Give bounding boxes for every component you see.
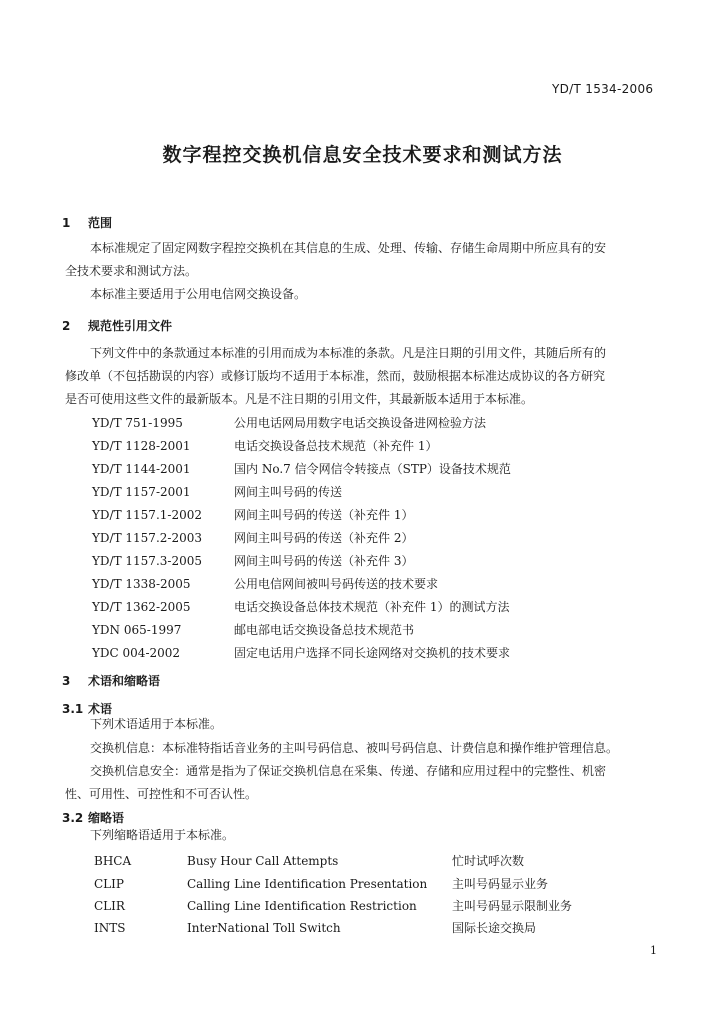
reference-title: 国内 No.7 信令网信令转接点（STP）设备技术规范 [234, 462, 511, 476]
reference-title: 邮电部电话交换设备总技术规范书 [234, 623, 415, 637]
abbreviation-chinese: 主叫号码显示业务 [452, 877, 549, 891]
paragraph-line: 本标准规定了固定网数字程控交换机在其信息的生成、处理、传输、存储生命周期中所应具有的安 [90, 241, 607, 255]
paragraph: 下列缩略语适用于本标准。 [90, 828, 235, 842]
reference-code: YDC 004-2002 [92, 646, 181, 660]
reference-title: 固定电话用户选择不同长途网络对交换机的技术要求 [234, 646, 511, 660]
reference-code: YD/T 1157.2-2003 [92, 531, 202, 545]
paragraph-line: 是否可使用这些文件的最新版本。凡是不注日期的引用文件，其最新版本适用于本标准。 [65, 392, 534, 406]
paragraph-line: 下列文件中的条款通过本标准的引用而成为本标准的条款。凡是注日期的引用文件，其随后所有的 [90, 346, 607, 360]
reference-code: YD/T 1157-2001 [92, 485, 191, 499]
reference-code: YD/T 1128-2001 [92, 439, 191, 453]
section-title: 范围 [88, 216, 113, 230]
abbreviation-row [94, 897, 572, 914]
abbreviation-full: Busy Hour Call Attempts [187, 854, 339, 868]
reference-item [92, 644, 510, 661]
reference-code: YD/T 1144-2001 [92, 462, 191, 476]
subsection-number: 3.2 [62, 811, 84, 825]
reference-item [92, 414, 486, 431]
definition: 交换机信息：本标准特指话音业务的主叫号码信息、被叫号码信息、计费信息和操作维护管理信息。 [90, 741, 619, 755]
reference-code: YDN 065-1997 [92, 623, 182, 637]
paragraph-line: 全技术要求和测试方法。 [65, 264, 198, 278]
reference-item [92, 575, 438, 592]
reference-title: 公用电信网间被叫号码传送的技术要求 [234, 577, 439, 591]
abbreviation-full: Calling Line Identification Presentation [187, 877, 428, 891]
section-title: 术语和缩略语 [88, 674, 161, 688]
abbreviation-full: Calling Line Identification Restriction [187, 899, 417, 913]
section-3-heading [62, 672, 160, 689]
reference-item [92, 621, 414, 638]
definition-line: 交换机信息安全：通常是指为了保证交换机信息在采集、传递、存储和应用过程中的完整性、机密 [90, 764, 607, 778]
abbreviation: INTS [94, 921, 126, 935]
abbreviation-row [94, 919, 536, 936]
abbreviation-full: InterNational Toll Switch [187, 921, 341, 935]
abbreviation: CLIR [94, 899, 125, 913]
reference-title: 电话交换设备总技术规范（补充件 1） [234, 439, 438, 453]
section-title: 规范性引用文件 [88, 319, 173, 333]
reference-code: YD/T 1157.1-2002 [92, 508, 202, 522]
reference-item [92, 598, 509, 615]
subsection-3-2-heading [62, 809, 124, 826]
reference-title: 网间主叫号码的传送（补充件 2） [234, 531, 414, 545]
abbreviation-chinese: 忙时试呼次数 [452, 854, 525, 868]
section-number: 3 [62, 674, 71, 688]
reference-title: 网间主叫号码的传送（补充件 3） [234, 554, 414, 568]
reference-item [92, 483, 342, 500]
reference-item [92, 506, 413, 523]
paragraph-line: 修改单（不包括勘误的内容）或修订版均不适用于本标准，然而，鼓励根据本标准达成协议的各方研究 [65, 369, 606, 383]
page-number: 1 [650, 944, 657, 957]
reference-title: 网间主叫号码的传送（补充件 1） [234, 508, 414, 522]
subsection-number: 3.1 [62, 702, 84, 716]
reference-item [92, 460, 511, 477]
paragraph: 下列术语适用于本标准。 [90, 717, 223, 731]
subsection-title: 术语 [88, 702, 113, 716]
reference-code: YD/T 1362-2005 [92, 600, 191, 614]
reference-title: 电话交换设备总体技术规范（补充件 1）的测试方法 [234, 600, 510, 614]
reference-title: 公用电话网局用数字电话交换设备进网检验方法 [234, 416, 487, 430]
reference-code: YD/T 1338-2005 [92, 577, 191, 591]
section-number: 1 [62, 216, 71, 230]
abbreviation-chinese: 主叫号码显示限制业务 [452, 899, 573, 913]
abbreviation-chinese: 国际长途交换局 [452, 921, 537, 935]
paragraph: 本标准主要适用于公用电信网交换设备。 [90, 287, 307, 301]
abbreviation-row [94, 875, 548, 892]
definition-line: 性、可用性、可控性和不可否认性。 [65, 787, 258, 801]
document-title: 数字程控交换机信息安全技术要求和测试方法 [162, 144, 563, 166]
document-code: YD/T 1534-2006 [552, 82, 654, 96]
reference-item [92, 437, 437, 454]
reference-item [92, 529, 413, 546]
reference-item [92, 552, 413, 569]
abbreviation: BHCA [94, 854, 132, 868]
section-1-heading [62, 214, 112, 231]
reference-code: YD/T 1157.3-2005 [92, 554, 202, 568]
section-number: 2 [62, 319, 71, 333]
section-2-heading [62, 317, 172, 334]
abbreviation: CLIP [94, 877, 124, 891]
reference-code: YD/T 751-1995 [92, 416, 183, 430]
subsection-title: 缩略语 [88, 811, 125, 825]
reference-title: 网间主叫号码的传送 [234, 485, 343, 499]
abbreviation-row [94, 852, 524, 869]
